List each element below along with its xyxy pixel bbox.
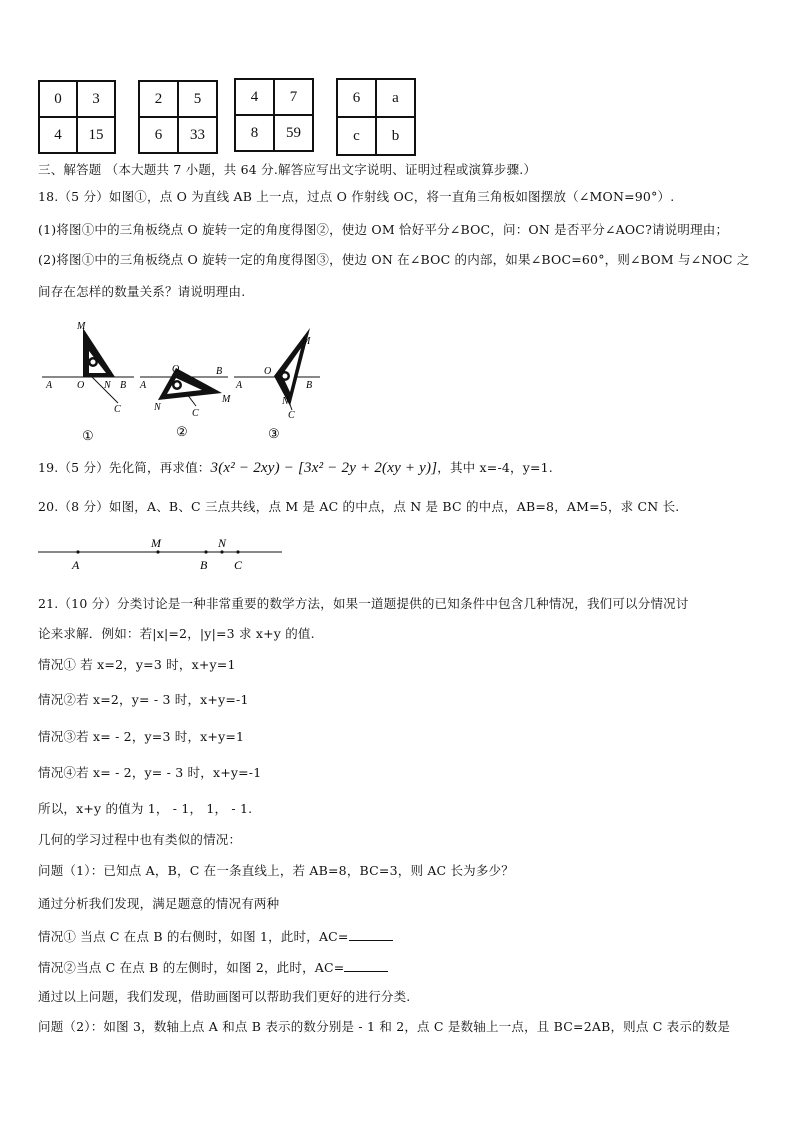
fig2-caption: ② (176, 424, 188, 439)
fig3-label-B: B (306, 380, 313, 391)
q21-case-1: 情况① 若 x=2，y=3 时，x+y=1 (38, 657, 236, 672)
answer-blank[interactable] (344, 959, 388, 972)
q21-line2: 论来求解．例如：若|x|=2，|y|=3 求 x+y 的值. (38, 626, 315, 641)
grid-cell: a (376, 79, 415, 117)
fig3-label-A: A (236, 380, 243, 391)
q21-sub1: 情况① 当点 C 在点 B 的右侧时，如图 1，此时，AC= (38, 929, 349, 944)
grid-cell: 33 (178, 117, 217, 153)
q19-expression: 3(x² − 2xy) − [3x² − 2y + 2(xy + y)] (210, 460, 438, 476)
grid-cell: 5 (178, 81, 217, 117)
fig1-label-B: B (120, 380, 127, 391)
fig1-caption: ① (82, 428, 94, 443)
q18-figures (36, 318, 326, 446)
fig3-label-N: N (282, 396, 289, 407)
q21-problem1: 问题（1）：已知点 A，B，C 在一条直线上，若 AB=8，BC=3，则 AC 长为多少？ (38, 863, 514, 878)
grid-cell: 8 (235, 115, 274, 151)
fig1-label-N: N (104, 380, 111, 391)
fig3-label-M: M (302, 336, 311, 347)
fig1-label-O: O (77, 380, 85, 391)
fig1-label-M: M (77, 321, 86, 332)
grid-cell: 3 (77, 81, 115, 117)
q21-line1: 21.（10 分）分类讨论是一种非常重要的数学方法，如果一道题提供的已知条件中包含几种情况，我们可以分情况讨 (38, 596, 689, 611)
fig2-label-M: M (222, 394, 231, 405)
number-grid-3 (234, 78, 314, 152)
figure-3 (234, 328, 320, 441)
q18-part2-line1: (2)将图①中的三角板绕点 O 旋转一定的角度得图③，使边 ON 在∠BOC 的内部，如果∠BOC=60°，则∠BOM 与∠NOC 之 (38, 252, 750, 267)
q21-sub1-line (38, 928, 393, 945)
figure-1 (42, 321, 134, 443)
q20-label-N: N (218, 536, 227, 550)
fig2-label-B: B (216, 366, 223, 377)
grid-cell: 6 (139, 117, 178, 153)
q21-analysis: 通过分析我们发现，满足题意的情况有两种 (38, 896, 280, 911)
fig2-label-O: O (172, 364, 180, 375)
q20-stem: 20.（8 分）如图，A、B、C 三点共线，点 M 是 AC 的中点，点 N 是 BC 的中点，AB=8，AM=5，求 CN 长. (38, 499, 680, 514)
q19-line (38, 460, 553, 476)
grid-cell: 0 (39, 81, 77, 117)
q20-label-A: A (72, 558, 80, 572)
fig2-label-N: N (154, 402, 161, 413)
q21-conclusion: 所以，x+y 的值为 1， - 1， 1， - 1. (38, 801, 253, 816)
fig3-label-C: C (288, 410, 295, 421)
fig2-label-A: A (140, 380, 147, 391)
q21-geo-intro: 几何的学习过程中也有类似的情况： (38, 832, 242, 847)
q19-prefix: 19.（5 分）先化简，再求值： (38, 460, 211, 475)
grid-cell: 7 (274, 79, 313, 115)
q20-label-M: M (151, 536, 161, 550)
q21-case-2: 情况②若 x=2，y= - 3 时，x+y=-1 (38, 692, 249, 707)
grid-cell: b (376, 117, 415, 155)
q18-stem: 18.（5 分）如图①，点 O 为直线 AB 上一点，过点 O 作射线 OC，将一直角三角板如图摆放（∠MON=90°）. (38, 189, 675, 204)
q21-summary: 通过以上问题，我们发现，借助画图可以帮助我们更好的进行分类. (38, 989, 411, 1004)
fig3-label-O: O (264, 366, 272, 377)
number-grid-2 (138, 80, 218, 154)
grid-cell: 4 (39, 117, 77, 153)
q18-part1: (1)将图①中的三角板绕点 O 旋转一定的角度得图②，使边 OM 恰好平分∠BOC，问：ON 是否平分∠AOC?请说明理由； (38, 222, 729, 237)
figure-2 (139, 364, 231, 439)
fig3-caption: ③ (268, 426, 280, 441)
grid-cell: 59 (274, 115, 313, 151)
number-grid-1 (38, 80, 116, 154)
fig1-label-A: A (46, 380, 53, 391)
q21-sub2: 情况②当点 C 在点 B 的左侧时，如图 2，此时，AC= (38, 960, 345, 975)
grid-cell: 4 (235, 79, 274, 115)
q21-problem2: 问题（2）：如图 3，数轴上点 A 和点 B 表示的数分别是 - 1 和 2，点 C 是数轴上一点，且 BC=2AB，则点 C 表示的数是 (38, 1019, 731, 1034)
q20-label-C: C (234, 558, 243, 572)
q20-number-line (36, 536, 286, 574)
q18-part2-line2: 间存在怎样的数量关系？请说明理由. (38, 284, 246, 299)
answer-blank[interactable] (349, 928, 393, 941)
grid-cell: 15 (77, 117, 115, 153)
number-grid-4 (336, 78, 416, 156)
section-header: 三、解答题 （本大题共 7 小题，共 64 分.解答应写出文字说明、证明过程或演算步骤.） (38, 162, 537, 177)
q20-label-B: B (200, 558, 208, 572)
grid-cell: 2 (139, 81, 178, 117)
q21-sub2-line (38, 959, 388, 976)
fig1-label-C: C (114, 404, 121, 415)
fig2-label-C: C (192, 408, 199, 419)
q21-case-3: 情况③若 x= - 2，y=3 时，x+y=1 (38, 729, 245, 744)
grid-cell: c (337, 117, 376, 155)
q21-case-4: 情况④若 x= - 2，y= - 3 时，x+y=-1 (38, 765, 262, 780)
grid-cell: 6 (337, 79, 376, 117)
q19-suffix: ，其中 x=-4，y=1. (437, 460, 553, 475)
